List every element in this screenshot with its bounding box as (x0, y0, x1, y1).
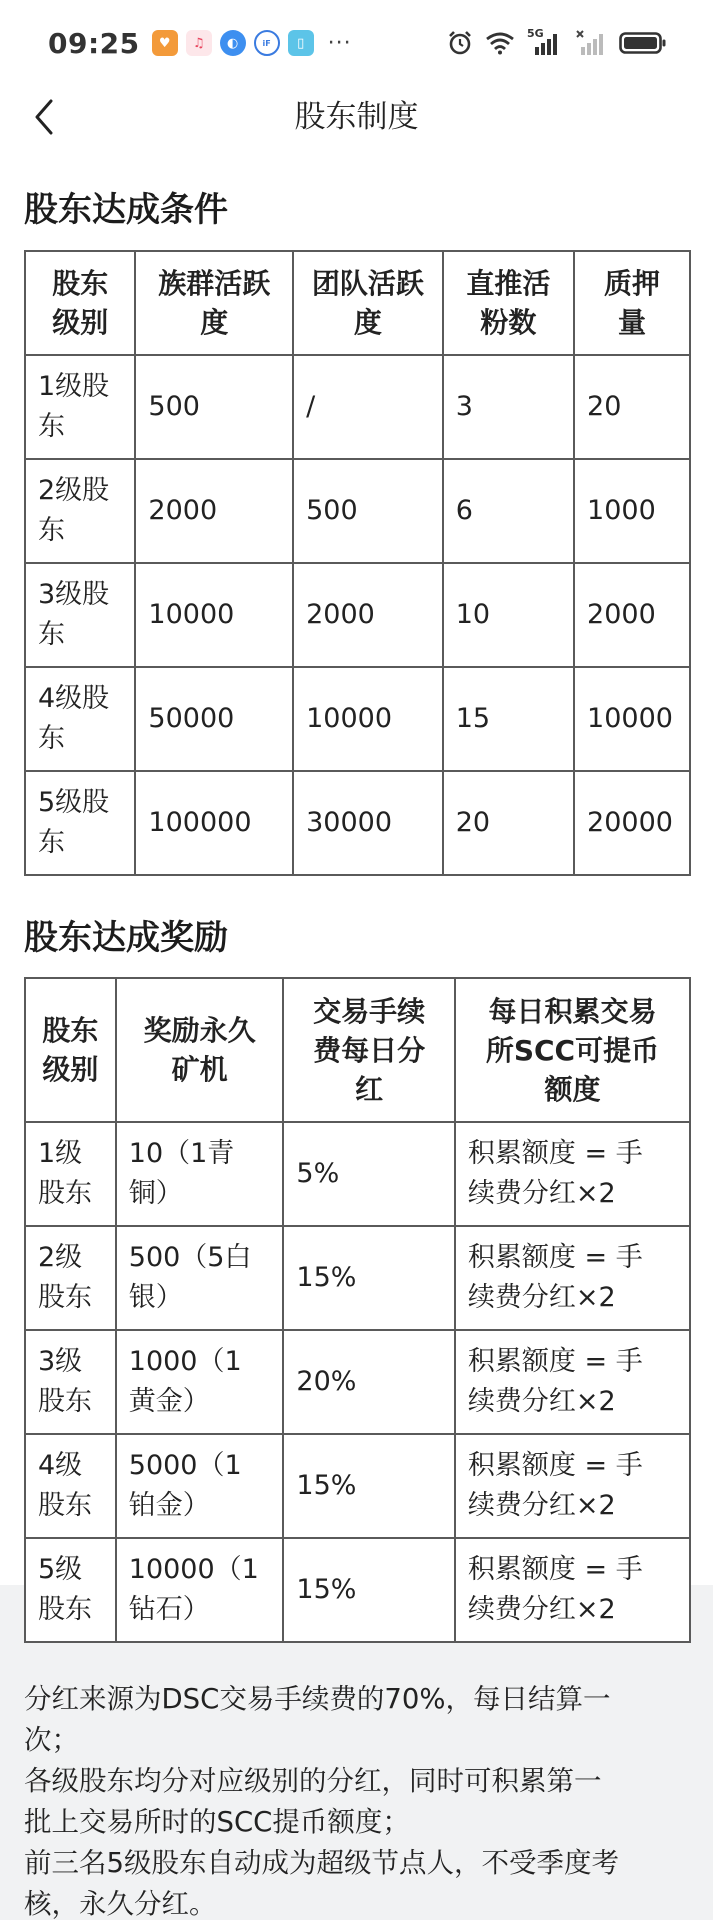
ifly-app-icon: iF (254, 30, 280, 56)
table-cell: 100000 (135, 771, 293, 875)
blue-circle-app-icon: ◐ (220, 30, 246, 56)
table-cell: 2000 (135, 459, 293, 563)
table-cell: 15% (283, 1226, 454, 1330)
table-cell: 2000 (293, 563, 443, 667)
header-cell: 团队活跃 度 (293, 251, 443, 355)
table-cell: 积累额度 = 手 续费分红×2 (455, 1226, 690, 1330)
table-row (25, 1434, 690, 1538)
table-row (25, 667, 690, 771)
page-title: 股东制度 (294, 99, 419, 135)
table-cell: 10 (443, 563, 574, 667)
table-cell: 5% (283, 1122, 454, 1226)
header-cell: 奖励永久 矿机 (116, 978, 284, 1122)
table-header-row (25, 978, 690, 1122)
table-cell: 500（5白 银） (116, 1226, 284, 1330)
table-cell: 15% (283, 1434, 454, 1538)
table-header-row (25, 251, 690, 355)
table-cell: 10（1青 铜） (116, 1122, 284, 1226)
table-cell: 1级 股东 (25, 1122, 116, 1226)
table-cell: 20% (283, 1330, 454, 1434)
header-cell: 股东 级别 (25, 978, 116, 1122)
table-row (25, 1226, 690, 1330)
header-cell: 直推活 粉数 (443, 251, 574, 355)
table-cell: 500 (135, 355, 293, 459)
table-cell: 500 (293, 459, 443, 563)
header-cell: 质押 量 (574, 251, 690, 355)
table-cell: 10000 (574, 667, 690, 771)
table-cell: 10000 (135, 563, 293, 667)
table-cell: 10000 (293, 667, 443, 771)
table-cell: 6 (443, 459, 574, 563)
table-cell: 1000（1 黄金） (116, 1330, 284, 1434)
orange-heart-app-icon: ♥ (152, 30, 178, 56)
section-title-rewards: 股东达成奖励 (24, 918, 228, 958)
table-cell: 3 (443, 355, 574, 459)
note-text: 前三名5级股东自动成为超级节点人，不受季度考 核，永久分红。 (24, 1847, 619, 1920)
table-cell: 积累额度 = 手 续费分红×2 (455, 1122, 690, 1226)
table-cell: 10000（1 钻石） (116, 1538, 284, 1642)
table-cell: 20 (443, 771, 574, 875)
table-cell: / (293, 355, 443, 459)
battery-icon (619, 30, 667, 56)
header-cell: 交易手续 费每日分 红 (283, 978, 454, 1122)
table-cell: 1级股 东 (25, 355, 135, 459)
table-row (25, 563, 690, 667)
table-row (25, 1538, 690, 1642)
table-cell: 5000（1 铂金） (116, 1434, 284, 1538)
table-cell: 3级 股东 (25, 1330, 116, 1434)
status-bar (0, 0, 713, 86)
table-cell: 30000 (293, 771, 443, 875)
table-row (25, 771, 690, 875)
table-cell: 15% (283, 1538, 454, 1642)
header-cell: 族群活跃 度 (135, 251, 293, 355)
section-title-conditions: 股东达成条件 (24, 190, 228, 230)
header-cell: 每日积累交易 所SCC可提币 额度 (455, 978, 690, 1122)
notes (24, 1679, 692, 1920)
nav-bar (0, 86, 713, 148)
rewards-table (24, 977, 691, 1643)
table-cell: 2000 (574, 563, 690, 667)
table-cell: 1000 (574, 459, 690, 563)
network-type-label: 5G (527, 27, 544, 40)
table-cell: 20 (574, 355, 690, 459)
status-time: 09:25 (48, 26, 140, 60)
table-cell: 5级 股东 (25, 1538, 116, 1642)
more-notifications-icon: ··· (327, 30, 352, 56)
table-row (25, 459, 690, 563)
note-text: 各级股东均分对应级别的分红，同时可积累第一 批上交易所时的SCC提币额度； (24, 1765, 602, 1838)
wifi-icon (485, 31, 515, 55)
table-cell: 积累额度 = 手 续费分红×2 (455, 1538, 690, 1642)
table-cell: 5级股 东 (25, 771, 135, 875)
table-cell: 15 (443, 667, 574, 771)
table-cell: 积累额度 = 手 续费分红×2 (455, 1434, 690, 1538)
table-cell: 3级股 东 (25, 563, 135, 667)
table-cell: 20000 (574, 771, 690, 875)
table-cell: 2级 股东 (25, 1226, 116, 1330)
cellular-no-service-icon (575, 29, 607, 57)
conditions-table (24, 250, 691, 876)
music-app-icon: ♫ (186, 30, 212, 56)
table-row (25, 355, 690, 459)
note-text: 分红来源为DSC交易手续费的70%，每日结算一 次； (24, 1683, 611, 1756)
header-cell: 股东 级别 (25, 251, 135, 355)
table-cell: 50000 (135, 667, 293, 771)
alarm-icon (447, 30, 473, 56)
table-cell: 2级股 东 (25, 459, 135, 563)
cellular-5g-icon (527, 29, 563, 57)
book-app-icon: ▯ (288, 30, 314, 56)
table-cell: 积累额度 = 手 续费分红×2 (455, 1330, 690, 1434)
table-cell: 4级 股东 (25, 1434, 116, 1538)
table-cell: 4级股 东 (25, 667, 135, 771)
table-row (25, 1330, 690, 1434)
table-row (25, 1122, 690, 1226)
